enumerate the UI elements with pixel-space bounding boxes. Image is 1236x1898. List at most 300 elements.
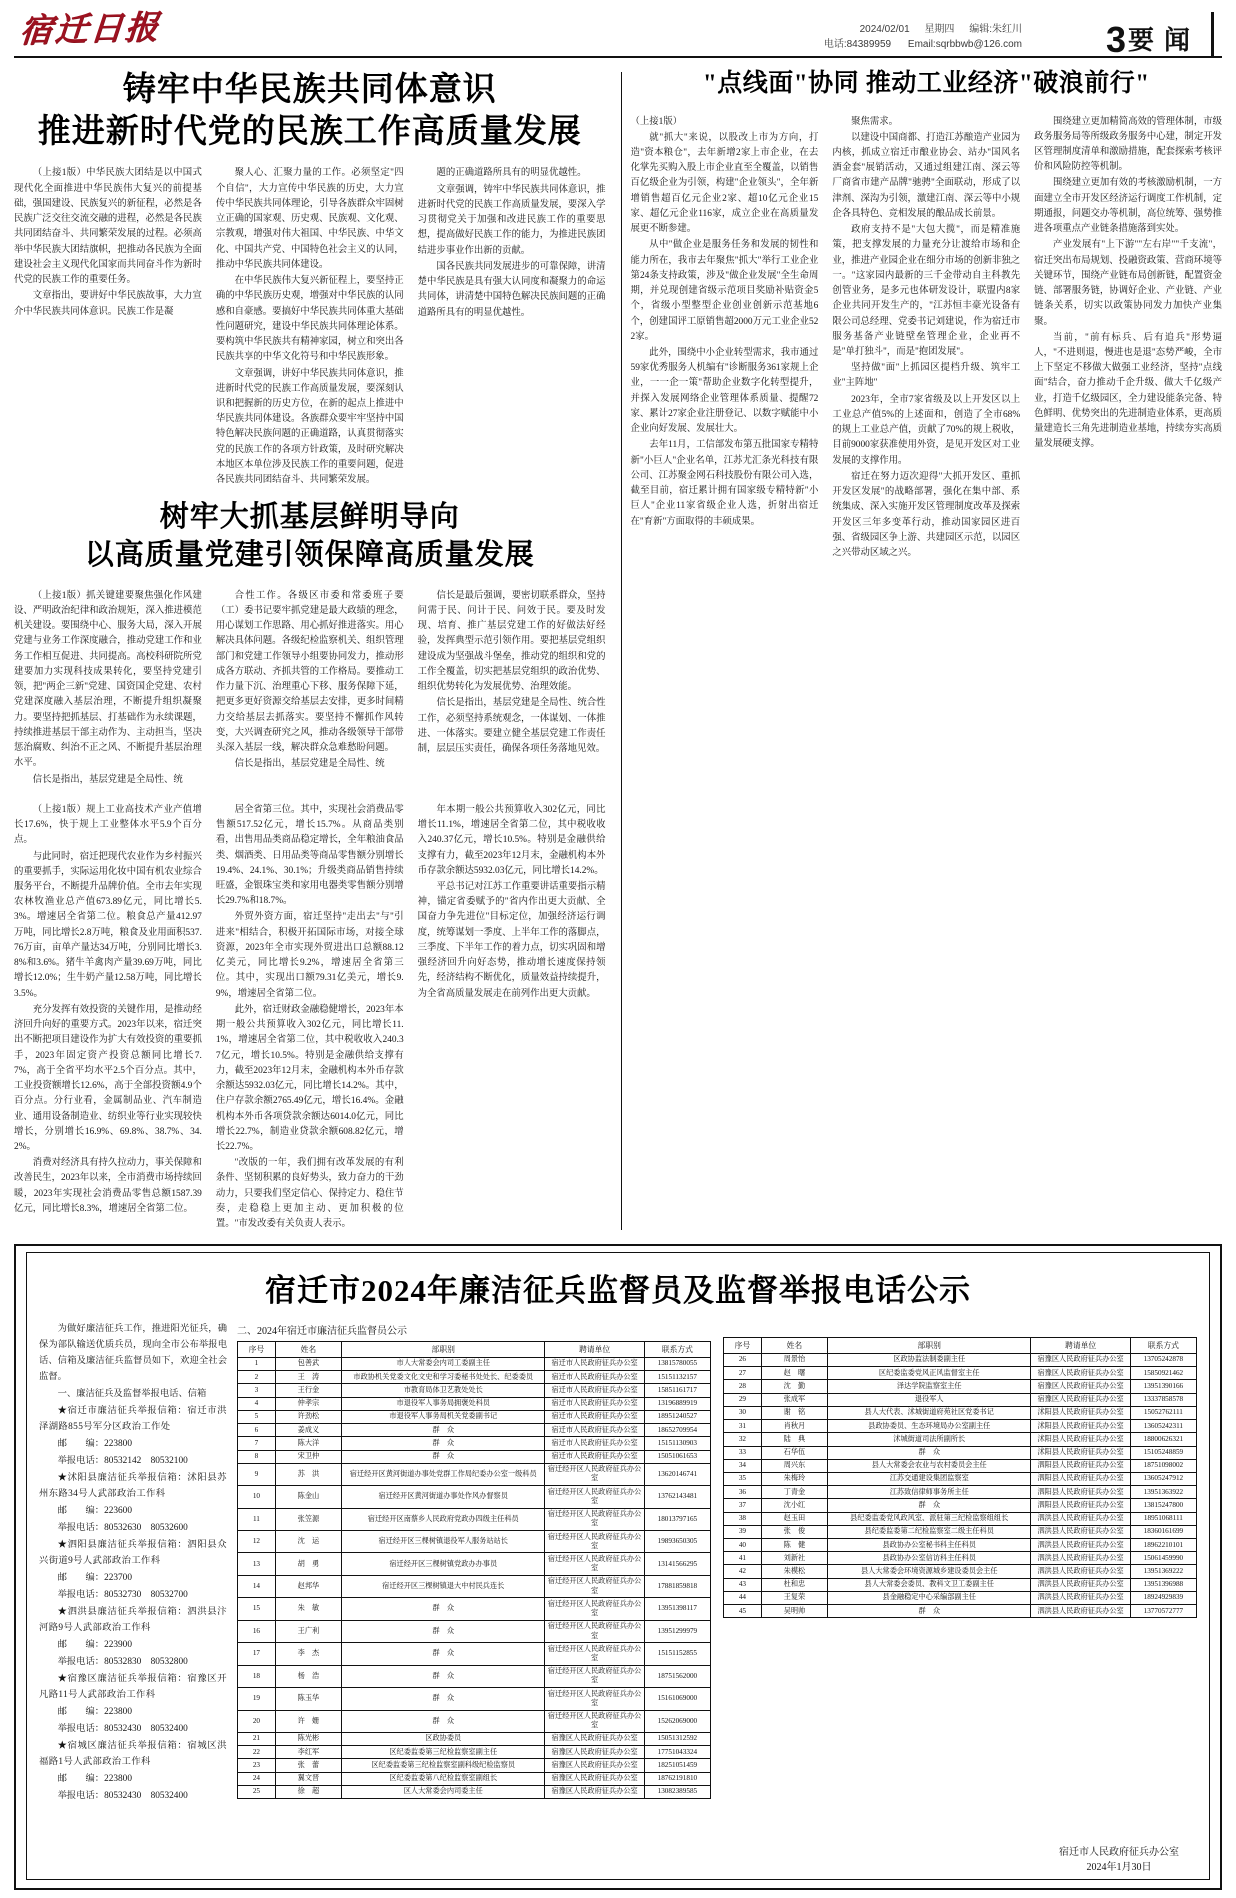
table-cell: 2 (238, 1371, 276, 1384)
table-cell: 15061459990 (1130, 1552, 1196, 1565)
supervisor-table-right (723, 1337, 1197, 1618)
table-cell: 宿豫区人民政府征兵办公室 (1031, 1367, 1130, 1380)
public-notice-box (14, 1244, 1222, 1890)
table-row (238, 1531, 711, 1553)
table-cell: 23 (238, 1759, 276, 1772)
notice-paragraph: ★宿城区廉洁征兵举报信箱：宿城区洪福路1号人武部政治工作科 (39, 1740, 227, 1767)
table-cell: 13951363922 (1130, 1486, 1196, 1499)
table-cell: 张成军 (761, 1393, 827, 1406)
paragraph: "改版的一年，我们拥有改革发展的有利条件、坚韧积累的良好势头，致力奋力的干劲动力，只要我们坚定信心、保持定力、稳住节奏，走稳稳上更加主动、更加积极的位置。"市发改委有关负责人表示。 (215, 1158, 404, 1230)
table-cell: 朱 敏 (275, 1598, 341, 1620)
table-cell: 29 (724, 1393, 762, 1406)
table-cell: 18800626321 (1130, 1433, 1196, 1446)
table-row (238, 1508, 711, 1530)
article-column (14, 589, 202, 789)
table-cell: 宿豫区人民政府征兵办公室 (545, 1785, 644, 1798)
table-cell: 18762191810 (644, 1772, 710, 1785)
table-cell: 31 (724, 1420, 762, 1433)
table-row (238, 1643, 711, 1665)
notice-body (39, 1322, 1197, 1806)
table-cell: 宿迁经开区人民政府征兵办公室 (545, 1531, 644, 1553)
article-column (631, 115, 819, 563)
table-cell: 宿豫区人民政府征兵办公室 (545, 1746, 644, 1759)
table-cell: 13705242878 (1130, 1353, 1196, 1366)
table-cell: 宿豫区人民政府征兵办公室 (545, 1732, 644, 1745)
table-cell: 泗洪县人民政府征兵办公室 (1031, 1512, 1130, 1525)
col-header-index: 序号 (724, 1338, 762, 1354)
notice-paragraph: 举报电话：80532830 80532800 (57, 1656, 188, 1667)
table-cell: 沭阳县人民政府征兵办公室 (1031, 1406, 1130, 1419)
table-row (238, 1553, 711, 1575)
table-cell: 18360161699 (1130, 1525, 1196, 1538)
notice-paragraph: 为做好廉洁征兵工作，推进阳光征兵，确保为部队输送优质兵员，现向全市公布举报电话、信箱及廉洁征兵监督员如下，欢迎全社会监督。 (39, 1324, 227, 1382)
table-cell: 张笠源 (275, 1508, 341, 1530)
table-cell: 13815247800 (1130, 1499, 1196, 1512)
table-cell: 县纪委监委第二纪检监察室二级主任科员 (828, 1525, 1031, 1538)
paragraph: 合性工作。各级区市委和常委班子要（工）委书记要牢抓党建是最大政绩的理念，用心谋划工作思路、用心抓好推进落实。用心解决具体问题。各级纪检监察机关、组织管理部门和党建工作领导小组要协同发力，推动形成各方联动、齐抓共管的工作格局。要推动工作力量下沉、治理重心下移、服务保障下延，把更多更好资源交给基层去安排，更多时间精力交给基层去抓落实。要坚持不懈抓作风转变，大兴调查研究之风，推动各级领导干部带头深入基层一线，解决群众急难愁盼问题。 (215, 590, 404, 754)
column-divider (621, 72, 622, 1230)
table-cell: 宿豫区人民政府征兵办公室 (1031, 1380, 1130, 1393)
table-row (724, 1499, 1197, 1512)
table-cell: 宿迁经开区三棵树镇退大中村民兵连长 (342, 1575, 545, 1597)
table-cell: 10 (238, 1486, 276, 1508)
table-cell: 李红军 (275, 1746, 341, 1759)
table-cell: 许 姗 (275, 1710, 341, 1732)
table-row (238, 1620, 711, 1642)
table-cell: 江苏致信律师事务所主任 (828, 1486, 1031, 1499)
table-cell: 沈 勤 (761, 1380, 827, 1393)
table-cell: 沭阳县人民政府征兵办公室 (1031, 1433, 1130, 1446)
paragraph: 居全省第三位。其中，实现社会消费品零售额517.52亿元，增长15.7%。从商品类别看，出售用品类商品稳定增长，全年粮油食品类、烟酒类、日用品类等商品零售额分别增长19.4%、24.1%、30.1%；升级类商品销售持续旺盛，金银珠宝类和家用电器类零售额分别增长29.7%和18.7%。 (215, 804, 404, 907)
main-headline-line1: 铸牢中华民族共同体意识 (122, 70, 497, 107)
main-headline (14, 68, 606, 152)
table-cell: 沭城街道司法所副所长 (828, 1433, 1031, 1446)
table-header-row (238, 1342, 711, 1358)
table-cell: 退役军人 (828, 1393, 1031, 1406)
notice-paragraph: 邮 编：223600 (57, 1505, 132, 1516)
notice-paragraph: 举报电话：80532430 80532400 (57, 1790, 188, 1801)
table-cell: 县人大常委会农业与农村委员会主任 (828, 1459, 1031, 1472)
table-cell: 16 (238, 1620, 276, 1642)
table-cell: 宿迁经开区黄河街道办事处作风办督察员 (342, 1486, 545, 1508)
table-cell: 刘新社 (761, 1552, 827, 1565)
table-cell: 15851161717 (644, 1384, 710, 1397)
main-content (14, 58, 1222, 1230)
table-cell: 宿迁经开区人民政府征兵办公室 (545, 1710, 644, 1732)
newspaper-logo: 宿迁日报 (18, 10, 162, 50)
table-cell: 42 (724, 1565, 762, 1578)
table-cell: 石华伍 (761, 1446, 827, 1459)
table-cell: 翼文晋 (275, 1772, 341, 1785)
table-row (724, 1565, 1197, 1578)
table-cell: 陈大洋 (275, 1437, 341, 1450)
table-row (724, 1539, 1197, 1552)
table-cell: 13620146741 (644, 1463, 710, 1485)
table-cell: 13951369222 (1130, 1565, 1196, 1578)
economy-article-columns (14, 803, 606, 1234)
table-header-row (724, 1338, 1197, 1354)
table-cell: 宿迁市人民政府征兵办公室 (545, 1424, 644, 1437)
main-headline-line2: 推进新时代党的民族工作高质量发展 (37, 112, 582, 150)
paragraph: 文章强调，讲好中华民族共同体意识，推进新时代党的民族工作高质量发展，要深刻认识和把握新的历史方位，在新的起点上推进中华民族共同体建设。各族群众要牢牢坚持中国特色解决民族问题的正确道路，认真贯彻落实党的民族工作的各项方针政策，及时研究解决本地区本单位涉及民族工作的重要问题，促进各民族共同团结奋斗、共同繁荣发展。 (215, 368, 404, 486)
table-cell: 12 (238, 1531, 276, 1553)
table-row (724, 1433, 1197, 1446)
table-cell: 15850921462 (1130, 1367, 1196, 1380)
table-row (238, 1424, 711, 1437)
table-cell: 13196889919 (644, 1397, 710, 1410)
table-row (238, 1357, 711, 1370)
table-row (238, 1486, 711, 1508)
table-cell: 32 (724, 1433, 762, 1446)
table-cell: 18751562000 (644, 1665, 710, 1687)
table-cell: 15051061653 (644, 1450, 710, 1463)
paragraph: 年本期一般公共预算收入302亿元，同比增长11.1%，增速居全省第二位，其中税收收入240.37亿元，增长10.5%。特别是金融供给支撑有力，截至2023年12月末，金融机构本外币存款余额达5932.03亿元，同比增长14.2%。 (417, 804, 606, 876)
table-cell: 张 蕾 (275, 1759, 341, 1772)
table-row (724, 1393, 1197, 1406)
table-cell: 宿迁经开区人民政府征兵办公室 (545, 1486, 644, 1508)
table-row (724, 1525, 1197, 1538)
table-row (238, 1746, 711, 1759)
table-cell: 7 (238, 1437, 276, 1450)
paragraph: 信长是最后强调，要密切联系群众，坚持问需于民、问计于民、问效于民。要及时发现、培育、推广基层党建工作的好做法好经验，发挥典型示范引领作用。要把基层党组织建设成为坚强战斗堡垒，推动党的组织和党的工作全覆盖，切实把基层党组织的政治优势、组织优势转化为发展优势、治理效能。 (417, 590, 606, 693)
table-cell: 4 (238, 1397, 276, 1410)
table-cell: 泽达学院监察室主任 (828, 1380, 1031, 1393)
table-cell: 宿迁经开区黄河街道办事处党群工作局纪委办公室一级科员 (342, 1463, 545, 1485)
notice-paragraph: 举报电话：80532430 80532400 (57, 1723, 188, 1734)
table-row (724, 1367, 1197, 1380)
table-cell: 18 (238, 1665, 276, 1687)
table-cell: 泗洪县人民政府征兵办公室 (1031, 1525, 1130, 1538)
table-cell: 区纪委监委第三纪检监察室副主任 (342, 1746, 545, 1759)
supervisor-table-right-block (723, 1322, 1197, 1799)
table-cell: 15 (238, 1598, 276, 1620)
table-row (724, 1472, 1197, 1485)
notice-paragraph: ★泗阳县廉洁征兵举报信箱：泗阳县众兴街道9号人武部政治工作科 (39, 1539, 227, 1566)
table-cell: 宿迁经开区人民政府征兵办公室 (545, 1508, 644, 1530)
table-cell: 19893650305 (644, 1531, 710, 1553)
paragraph: （上接1版）规上工业高技术产业产值增长17.6%，快于规上工业整体水平5.9个百分点。 (14, 804, 202, 846)
table-cell: 区纪委监委党风正风监督室主任 (828, 1367, 1031, 1380)
contact-phone: 电话:84389959 (823, 38, 892, 50)
table-cell: 杜和忠 (761, 1578, 827, 1591)
table-cell: 王 涛 (275, 1371, 341, 1384)
table-cell: 泗阳县人民政府征兵办公室 (1031, 1459, 1130, 1472)
main-article-columns (14, 166, 606, 489)
table-cell: 17751043324 (644, 1746, 710, 1759)
table-cell: 群 众 (342, 1450, 545, 1463)
table-row (724, 1512, 1197, 1525)
table-cell: 宿豫区人民政府征兵办公室 (1031, 1353, 1130, 1366)
table-row (238, 1732, 711, 1745)
table-row (724, 1420, 1197, 1433)
table-row (238, 1598, 711, 1620)
table-cell: 宿迁市人民政府征兵办公室 (545, 1410, 644, 1423)
article-column (216, 589, 404, 789)
notice-intro-text (39, 1322, 227, 1806)
table-cell: 宿豫区人民政府征兵办公室 (545, 1772, 644, 1785)
table-cell: 群 众 (342, 1665, 545, 1687)
table-cell: 张 俊 (761, 1525, 827, 1538)
table-cell: 38 (724, 1512, 762, 1525)
table-cell: 赵玉田 (761, 1512, 827, 1525)
table-cell: 21 (238, 1732, 276, 1745)
table-cell: 宿迁市人民政府征兵办公室 (545, 1437, 644, 1450)
table-row (238, 1463, 711, 1485)
table-cell: 22 (238, 1746, 276, 1759)
table-cell: 泗洪县人民政府征兵办公室 (1031, 1578, 1130, 1591)
table-cell: 陆 典 (761, 1433, 827, 1446)
notice-paragraph: ★宿豫区廉洁征兵举报信箱：宿豫区开凡路11号人武部政治工作科 (39, 1673, 227, 1700)
table-cell: 谢 铭 (761, 1406, 827, 1419)
signing-date: 2024年1月30日 (1086, 1862, 1152, 1873)
table-row (724, 1552, 1197, 1565)
table-cell: 陈光彬 (275, 1732, 341, 1745)
table-cell: 13951396988 (1130, 1578, 1196, 1591)
table-row (238, 1710, 711, 1732)
table-cell: 群 众 (342, 1437, 545, 1450)
table-cell: 群 众 (342, 1688, 545, 1710)
table-cell: 姜成义 (275, 1424, 341, 1437)
table-cell: 区政协委员 (342, 1732, 545, 1745)
table-cell: 区政协监法制委副主任 (828, 1353, 1031, 1366)
table-cell: 群 众 (828, 1499, 1031, 1512)
article-column (418, 803, 606, 1234)
table-cell: 宿迁经开区人民政府征兵办公室 (545, 1463, 644, 1485)
table-cell: 泗洪县人民政府征兵办公室 (1031, 1565, 1130, 1578)
paragraph: 宿迁在努力迈次迎得"大抓开发区、重抓开发区发展"的战略部署，强化在集中部、系统集成、深入实施开发区管理制度改革及探索开发区三年多变革行动，推动国家园区进百强、省级园区争上游、共建园区示范，以园区之兴带动区域之兴。 (832, 471, 1021, 559)
table-cell: 宿迁经开区人民政府征兵办公室 (545, 1643, 644, 1665)
table-cell: 15161069000 (644, 1688, 710, 1710)
table-cell: 18652709954 (644, 1424, 710, 1437)
table-cell: 群 众 (828, 1605, 1031, 1618)
article-column (418, 589, 606, 789)
table-cell: 群 众 (342, 1598, 545, 1620)
table-row (238, 1437, 711, 1450)
table-row (238, 1759, 711, 1772)
paragraph: 围绕建立更加有效的考核激励机制，一方面建立全市开发区经济运行调度工作机制，定期通报，问题交办等机制，高位统筹、强势推进各项重点产业链条措施落到实处。 (1034, 178, 1222, 235)
table-cell: 宿豫区人民政府征兵办公室 (545, 1759, 644, 1772)
paragraph: 就"抓大"来说，以股改上市为方向，打造"资本粮仓"，去年新增2家上市企业，在去化掌先买购入股上市企业直至全覆盖，以销售百亿级企业为引领，构建"企业领头"，全年新增销售超百亿元企业2家、超10亿元企业15家、超亿元企业116家，成立企业在高质量发展更不断参建。 (630, 132, 819, 235)
table-cell: 13605242311 (1130, 1420, 1196, 1433)
table-cell: 市人大常委会内司工委副主任 (342, 1357, 545, 1370)
table-cell: 13951390166 (1130, 1380, 1196, 1393)
table-cell: 13770572777 (1130, 1605, 1196, 1618)
paragraph: （上接1版）抓关键建要聚焦强化作风建设、严明政治纪律和政治规矩，深入推进模范机关建设。要围绕中心、服务大局，深入开展党建与业务工作深度融合，推动党建工作和业务工作相互促进、共同提高。高校科研院所党建要加力实现科技成果转化，要坚持党建引领，把"两企三新"党建、国资国企党建、农村党建深度融入基层治理，不断提升组织凝聚力。要坚持把抓基层、打基础作为永续课题，持续推进基层干部主动作为、主动担当，坚决惩治腐败、纠治不正之风、不断提升基层治理水平。 (14, 590, 202, 769)
table-row (238, 1688, 711, 1710)
table-cell: 宿迁市人民政府征兵办公室 (545, 1450, 644, 1463)
table-cell: 14 (238, 1575, 276, 1597)
section-divider-rule (1211, 12, 1214, 58)
table-cell: 县政协办公室秘书科主任科员 (828, 1539, 1031, 1552)
article-column (14, 166, 202, 489)
table-cell: 宿豫区人民政府征兵办公室 (1031, 1393, 1130, 1406)
right-headline: "点线面"协同 推动工业经济"破浪前行" (702, 70, 1150, 97)
paragraph: （上接1版）中华民族大团结是以中国式现代化全面推进中华民族伟大复兴的前提基础，强国建设、民族复兴的新征程，必然是各民族广泛交往交流交融的进程，必然是各民族共同团结奋斗、共同繁荣发展的过程。必须高举中华民族大团结旗帜，把推动各民族为全面建设社会主义现代化国家而共同奋斗作为新时代党的民族工作的重要任务。 (14, 168, 202, 286)
table-cell: 35 (724, 1472, 762, 1485)
table-cell: 朱模松 (761, 1565, 827, 1578)
col-header-unit: 聘请单位 (545, 1342, 644, 1358)
table-cell: 18251051459 (644, 1759, 710, 1772)
supervisor-table-left (237, 1341, 711, 1799)
table-cell: 泗洪县人民政府征兵办公室 (1031, 1605, 1130, 1618)
table-cell: 陈玉华 (275, 1688, 341, 1710)
notice-paragraph: 举报电话：80532730 80532700 (57, 1589, 188, 1600)
notice-paragraph: ★泗洪县廉洁征兵举报信箱：泗洪县汴河路9号人武部政治工作科 (39, 1606, 227, 1633)
table-cell: 赵 曙 (761, 1367, 827, 1380)
table-row (238, 1575, 711, 1597)
page-number: 3 (1105, 19, 1126, 60)
notice-paragraph: 举报电话：80532142 80532100 (57, 1455, 188, 1466)
table-cell: 44 (724, 1591, 762, 1604)
paragraph: 充分发挥有效投资的关键作用，是推动经济回升向好的重要方式。2023年以来，宿迁突出不断把项目建设作为扩大有效投资的重要抓手，2023年固定资产投资总额同比增长7.7%，高于全省平均水平2.5个百分点。其中，工业投资额增长12.6%，高于全部投资额4.9个百分点。分行业看，金属制品业、汽车制造业、通用设备制造业、纺织业等行业实现较快增长，分别增长16.9%、69.8%、38.7%、34.2%。 (14, 1004, 202, 1152)
table-cell: 朱梅玲 (761, 1472, 827, 1485)
table-body-left (238, 1357, 711, 1798)
table-cell: 9 (238, 1463, 276, 1485)
table-cell: 26 (724, 1353, 762, 1366)
weekday: 星期四 (924, 24, 955, 35)
masthead (14, 0, 1222, 58)
table-row (724, 1605, 1197, 1618)
table-cell: 市政协机关党委文化文史和学习委秘书处处长、纪委委员 (342, 1371, 545, 1384)
table-row (238, 1772, 711, 1785)
second-headline-line2: 以高质量党建引领保障高质量发展 (84, 539, 535, 572)
table-cell: 33 (724, 1446, 762, 1459)
table-cell: 王复荣 (761, 1591, 827, 1604)
table-cell: 25 (238, 1785, 276, 1798)
supervisor-table-left-block (237, 1322, 711, 1799)
table-cell: 县人大常委会环境资源城乡建设委员会主任 (828, 1565, 1031, 1578)
table-cell: 王广利 (275, 1620, 341, 1642)
table-cell: 区纪委监委第三纪检监察室副科级纪检监察员 (342, 1759, 545, 1772)
paragraph: 信长是指出，基层党建是全局性、统 (234, 759, 385, 770)
table-cell: 18951068111 (1130, 1512, 1196, 1525)
table-cell: 沭阳县人民政府征兵办公室 (1031, 1420, 1130, 1433)
table-row (724, 1486, 1197, 1499)
paragraph: 此外，围绕中小企业转型需求，我市通过59家优秀服务人机编有"诊断服务361家规上企业，一一企一策"帮助企业数字化转型提升，并探入发展网络企业管理体系质量、提醒72家、累计27家企业注册登记、以数字赋能中小企业向好发展、发展壮大。 (630, 348, 819, 435)
table-cell: 13762143481 (644, 1486, 710, 1508)
second-headline-line1: 树牢大抓基层鲜明导向 (159, 501, 460, 534)
notice-signature (1059, 1845, 1179, 1875)
paragraph: （上接1版） (630, 116, 683, 127)
table-cell: 宿迁经开区人民政府征兵办公室 (545, 1665, 644, 1687)
table-cell: 13815780055 (644, 1357, 710, 1370)
col-header-post: 部职别 (342, 1342, 545, 1358)
paragraph: 2023年，全市7家省级及以上开发区以上工业总产值5%的上述面和，创造了全市68%的规上工业总产值，贡献了70%的规上税收，目前9000家获准使用外资，是见开发区对工业发展的支撑作用。 (832, 394, 1021, 466)
paragraph: 与此同时，宿迁把现代农业作为乡村振兴的重要抓手，实际运用化妆中国有机农业综合服务平台，不断提升品牌价值。全市去年实现农林牧渔业总产值673.89亿元，同比增长5.3%。增速居全省第二位。粮食总产量412.97万吨，同比增长2.8万吨，粮食及业用面积537.76万亩，亩单产量达34万吨，分别同比增长3.8%和3.6%。猪牛羊禽肉产量39.69万吨，同比增长12.0%；生牛奶产量12.58万吨，同比增长3.5%。 (14, 851, 202, 999)
col-header-name: 姓名 (761, 1338, 827, 1354)
table-cell: 6 (238, 1424, 276, 1437)
table-row (724, 1459, 1197, 1472)
table-cell: 沈 运 (275, 1531, 341, 1553)
table-cell: 41 (724, 1552, 762, 1565)
article-column (1034, 115, 1222, 563)
article-column (14, 803, 202, 1234)
paragraph: 在中华民族伟大复兴新征程上，要坚持正确的中华民族历史观，增强对中华民族的认同感和自豪感。要搞好中华民族共同体重大基础性问题研究，建设中华民族共同体理论体系。要构筑中华民族共有精神家园，树立和突出各民族共享的中华文化符号和中华民族形象。 (215, 276, 404, 363)
notice-paragraph: 邮 编：223900 (57, 1639, 132, 1650)
table-cell: 群 众 (342, 1620, 545, 1642)
table-cell: 15151132157 (644, 1371, 710, 1384)
paragraph: 以建设中国商都、打造江苏酿造产业园为内核，抓成立宿迁市酿业协会、站办"国风名酒金套"展销活动，又通过组建江南、深云等厂商省市建产品牌"驰骋"全面联动，形成了以津剂、深沟为引领，激建江南、深云等中小规企各具特色、竞相发展的酿品成长前景。 (832, 132, 1021, 219)
table-cell: 泗阳县人民政府征兵办公室 (1031, 1499, 1130, 1512)
table-cell: 区纪委监委第八纪检监察室副组长 (342, 1772, 545, 1785)
table-cell: 17881859818 (644, 1575, 710, 1597)
table-cell: 县人大常委会委员、教科文卫工委副主任 (828, 1578, 1031, 1591)
table-cell: 15105248859 (1130, 1446, 1196, 1459)
table-cell: 吴明帅 (761, 1605, 827, 1618)
notice-paragraph: 举报电话：80532630 80532600 (57, 1522, 188, 1533)
table-cell: 宿迁市人民政府征兵办公室 (545, 1357, 644, 1370)
paragraph: 坚持做"面"上抓园区提档升级、筑牢工业"主阵地" (832, 363, 1021, 389)
notice-title: 宿迁市2024年廉洁征兵监督员及监督举报电话公示 (265, 1273, 971, 1308)
table-cell: 17 (238, 1643, 276, 1665)
table-cell: 李 杰 (275, 1643, 341, 1665)
table-cell: 赵邦华 (275, 1575, 341, 1597)
table-cell: 13082389585 (644, 1785, 710, 1798)
table-cell: 18951240527 (644, 1410, 710, 1423)
table-cell: 1 (238, 1357, 276, 1370)
table-cell: 15262069000 (644, 1710, 710, 1732)
table-cell: 群 众 (342, 1424, 545, 1437)
table-cell: 3 (238, 1384, 276, 1397)
table-caption: 二、2024年宿迁市廉洁征兵监督员公示 (237, 1326, 407, 1337)
table-cell: 宿迁经开区人民政府征兵办公室 (545, 1575, 644, 1597)
table-cell: 宿迁市人民政府征兵办公室 (545, 1397, 644, 1410)
table-cell: 宿迁经开区三棵树镇党政办办事员 (342, 1553, 545, 1575)
table-cell: 15051312592 (644, 1732, 710, 1745)
table-row (724, 1406, 1197, 1419)
table-cell: 宿迁经开区三棵树镇退役军人服务站站长 (342, 1531, 545, 1553)
notice-paragraph: 一、廉洁征兵及监督举报电话、信箱 (57, 1388, 207, 1399)
paragraph: 产业发展有"上下游""左右岸""千支流"，宿迁突出布局规划、投融资政策、营商环境等关键环节，围绕产业链布局创新链，配置资金链、部署服务链，协调好企业、产业链、产业链条关系，切实以政策协同发力加快产业集聚。 (1034, 240, 1222, 327)
table-cell: 沭阳县人民政府征兵办公室 (1031, 1446, 1130, 1459)
paragraph: 消费对经济具有持久拉动力，事关保障和改善民生，2023年以来，全市消费市场持续回暖，2023年实现社会消费品零售总额1587.39亿元，同比增长8.3%，增速居全省第二位。 (14, 1158, 202, 1214)
table-cell: 徐 超 (275, 1785, 341, 1798)
table-cell: 45 (724, 1605, 762, 1618)
publish-date: 2024/02/01 (859, 24, 910, 35)
table-cell: 丁青金 (761, 1486, 827, 1499)
table-cell: 苏 洪 (275, 1463, 341, 1485)
table-cell: 宋卫仲 (275, 1450, 341, 1463)
notice-paragraph: ★沭阳县廉洁征兵举报信箱：沭阳县苏州东路34号人武部政治工作科 (39, 1472, 227, 1499)
table-cell: 15052762111 (1130, 1406, 1196, 1419)
table-cell: 区人大常委会内司委主任 (342, 1785, 545, 1798)
table-cell: 市退役军人事务局机关党委副书记 (342, 1410, 545, 1423)
table-cell: 陈 健 (761, 1539, 827, 1552)
table-body-right (724, 1353, 1197, 1617)
table-row (724, 1380, 1197, 1393)
notice-paragraph: 邮 编：223800 (57, 1438, 132, 1449)
table-cell: 周景怡 (761, 1353, 827, 1366)
table-cell: 肖秋月 (761, 1420, 827, 1433)
table-caption-spacer (723, 1322, 1197, 1333)
table-cell: 40 (724, 1539, 762, 1552)
paragraph: 文章指出，要讲好中华民族故事，大力宣介中华民族共同体意识。民族工作是凝 (14, 291, 202, 317)
table-row (238, 1384, 711, 1397)
table-row (238, 1397, 711, 1410)
table-cell: 泗洪县人民政府征兵办公室 (1031, 1591, 1130, 1604)
table-cell: 胡 勇 (275, 1553, 341, 1575)
col-header-unit: 聘请单位 (1031, 1338, 1130, 1354)
notice-paragraph: 邮 编：223800 (57, 1706, 132, 1717)
table-cell: 县政协委员、生态环境局办公室副主任 (828, 1420, 1031, 1433)
masthead-meta (810, 23, 1022, 52)
table-cell: 杨 浩 (275, 1665, 341, 1687)
table-cell: 39 (724, 1525, 762, 1538)
col-header-index: 序号 (238, 1342, 276, 1358)
table-cell: 市退役军人事务局拥褒处科员 (342, 1397, 545, 1410)
table-cell: 县纪委监委党风政风室、派驻第三纪检监察组组长 (828, 1512, 1031, 1525)
table-row (238, 1410, 711, 1423)
